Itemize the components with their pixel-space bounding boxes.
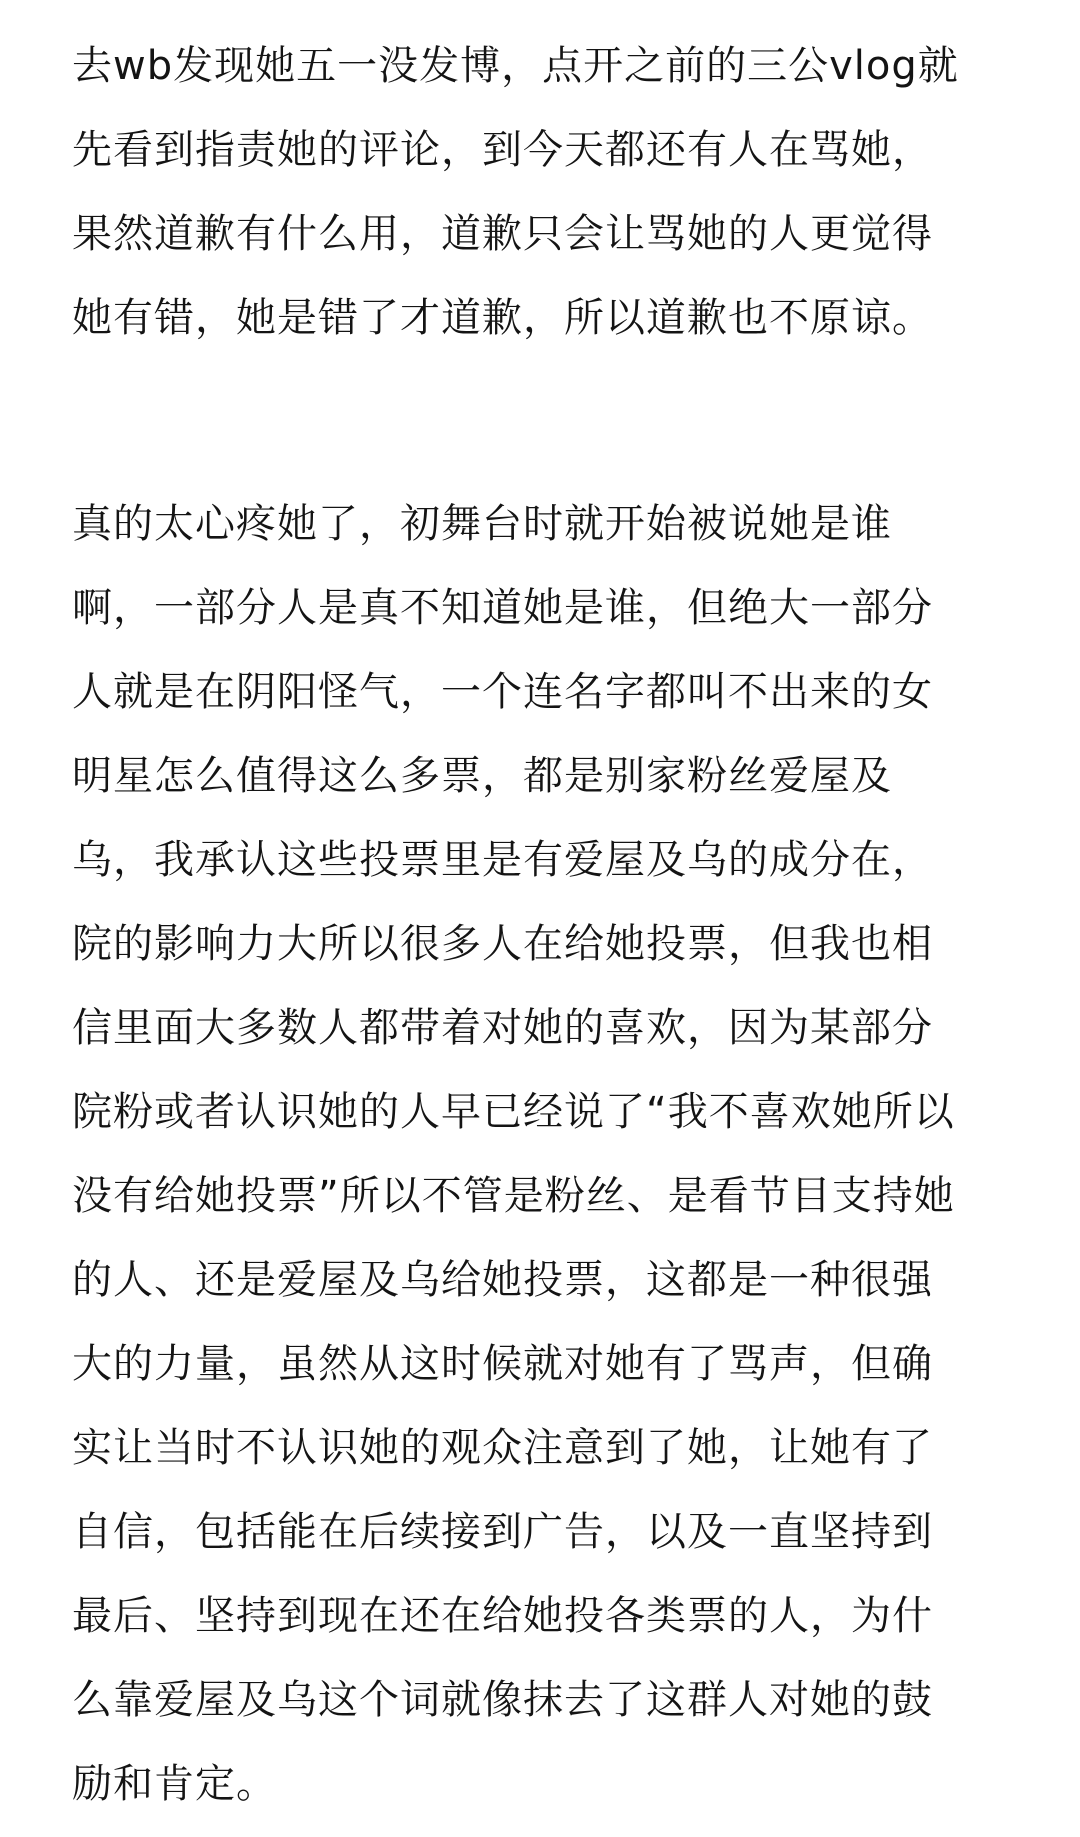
text-line: 大的力量，虽然从这时候就对她有了骂声，但确 xyxy=(72,1341,933,1387)
text-line: 最后、坚持到现在还在给她投各类票的人，为什 xyxy=(72,1593,933,1639)
text-line: 信里面大多数人都带着对她的喜欢，因为某部分 xyxy=(72,1005,933,1051)
text-line: 人就是在阴阳怪气，一个连名字都叫不出来的女 xyxy=(72,669,933,715)
paragraph-2 xyxy=(72,482,955,1826)
text-line: 她有错，她是错了才道歉，所以道歉也不原谅。 xyxy=(72,295,933,341)
paragraph-1 xyxy=(72,24,959,360)
text-line: 明星怎么值得这么多票，都是别家粉丝爱屋及 xyxy=(72,753,892,799)
text-line: 自信，包括能在后续接到广告，以及一直坚持到 xyxy=(72,1509,933,1555)
text-line: 去wb发现她五一没发博，点开之前的三公vlog就 xyxy=(72,43,959,89)
text-line: 实让当时不认识她的观众注意到了她，让她有了 xyxy=(72,1425,933,1471)
text-line: 啊，一部分人是真不知道她是谁，但绝大一部分 xyxy=(72,585,933,631)
text-line: 真的太心疼她了，初舞台时就开始被说她是谁 xyxy=(72,501,892,547)
text-line: 院的影响力大所以很多人在给她投票，但我也相 xyxy=(72,921,933,967)
text-line: 么靠爱屋及乌这个词就像抹去了这群人对她的鼓 xyxy=(72,1677,933,1723)
text-line: 院粉或者认识她的人早已经说了“我不喜欢她所以 xyxy=(72,1089,955,1135)
text-line: 的人、还是爱屋及乌给她投票，这都是一种很强 xyxy=(72,1257,933,1303)
text-line: 乌，我承认这些投票里是有爱屋及乌的成分在， xyxy=(72,837,933,883)
text-line: 没有给她投票”所以不管是粉丝、是看节目支持她 xyxy=(72,1173,955,1219)
text-line: 果然道歉有什么用，道歉只会让骂她的人更觉得 xyxy=(72,211,933,257)
text-line: 励和肯定。 xyxy=(72,1761,277,1807)
text-line: 先看到指责她的评论，到今天都还有人在骂她， xyxy=(72,127,933,173)
